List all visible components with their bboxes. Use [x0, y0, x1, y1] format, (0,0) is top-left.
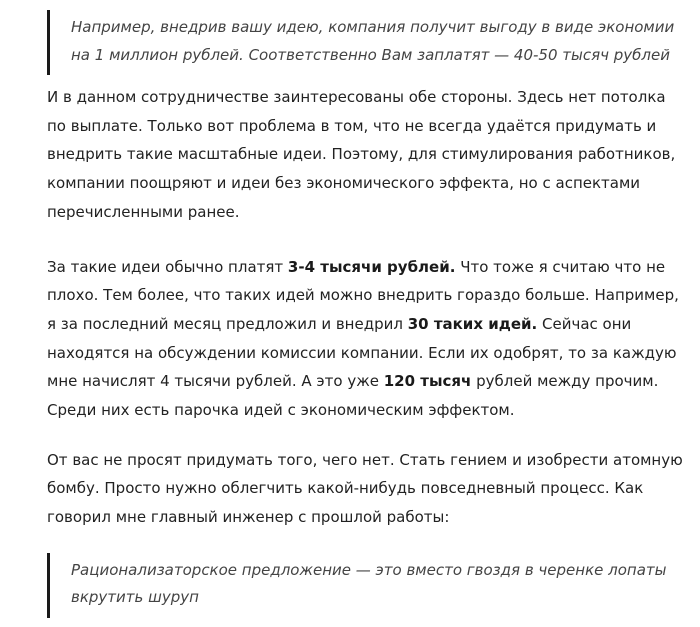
blockquote-engineer-text: Рационализаторское предложение — это вместо гвоздя в черенке лопаты вкрутить шуруп	[71, 560, 667, 607]
paragraph-everyday-process: От вас не просят придумать того, чего нет. Стать гением и изобрести атомную бомбу. Просто нужно облегчить какой-нибудь повседневный процесс. Как говорил мне главный инженер с прошлой работы:	[47, 450, 683, 527]
paragraph-payments-part-3: Сейчас они находятся на обсуждении комиссии компании. Если их одобрят, то за каждую мне начислят 4 тысячи рублей. А это уже	[47, 314, 677, 391]
highlight-ideas-count: 30 таких идей.	[407, 314, 538, 333]
paragraph-cooperation: И в данном сотрудничестве заинтересованы обе стороны. Здесь нет потолка по выплате. Только вот проблема в том, что не всегда удаётся придумать и внедрить такие масштабные идеи. Поэтому, для стимулирования работников, компании поощряют и идеи без экономического эффекта, но с аспектами перечисленными ранее.	[47, 88, 676, 221]
highlight-total-amount: 120 тысяч	[383, 372, 472, 391]
paragraph-payments-part-4: рублей между прочим. Среди них есть парочка идей с экономическим эффектом.	[47, 372, 659, 420]
highlight-payment-amount: 3-4 тысячи рублей.	[287, 257, 456, 276]
article-body	[47, 10, 687, 618]
paragraph-payments	[47, 253, 687, 425]
blockquote-savings-text: Например, внедрив вашу идею, компания получит выгоду в виде экономии на 1 миллион рублей. Соответственно Вам заплатят — 40-50 тысяч рублей	[71, 18, 675, 64]
paragraph-payments-part-1: За такие идеи обычно платят	[47, 257, 288, 276]
blockquote-savings	[47, 10, 687, 75]
blockquote-engineer	[47, 553, 687, 618]
blockquote-engineer-wrap	[47, 553, 687, 618]
paragraph-payments-part-2: Что тоже я считаю что не плохо. Тем более, что таких идей можно внедрить гораздо больше. Например, я за последний месяц предложил и внедрил	[47, 257, 679, 333]
